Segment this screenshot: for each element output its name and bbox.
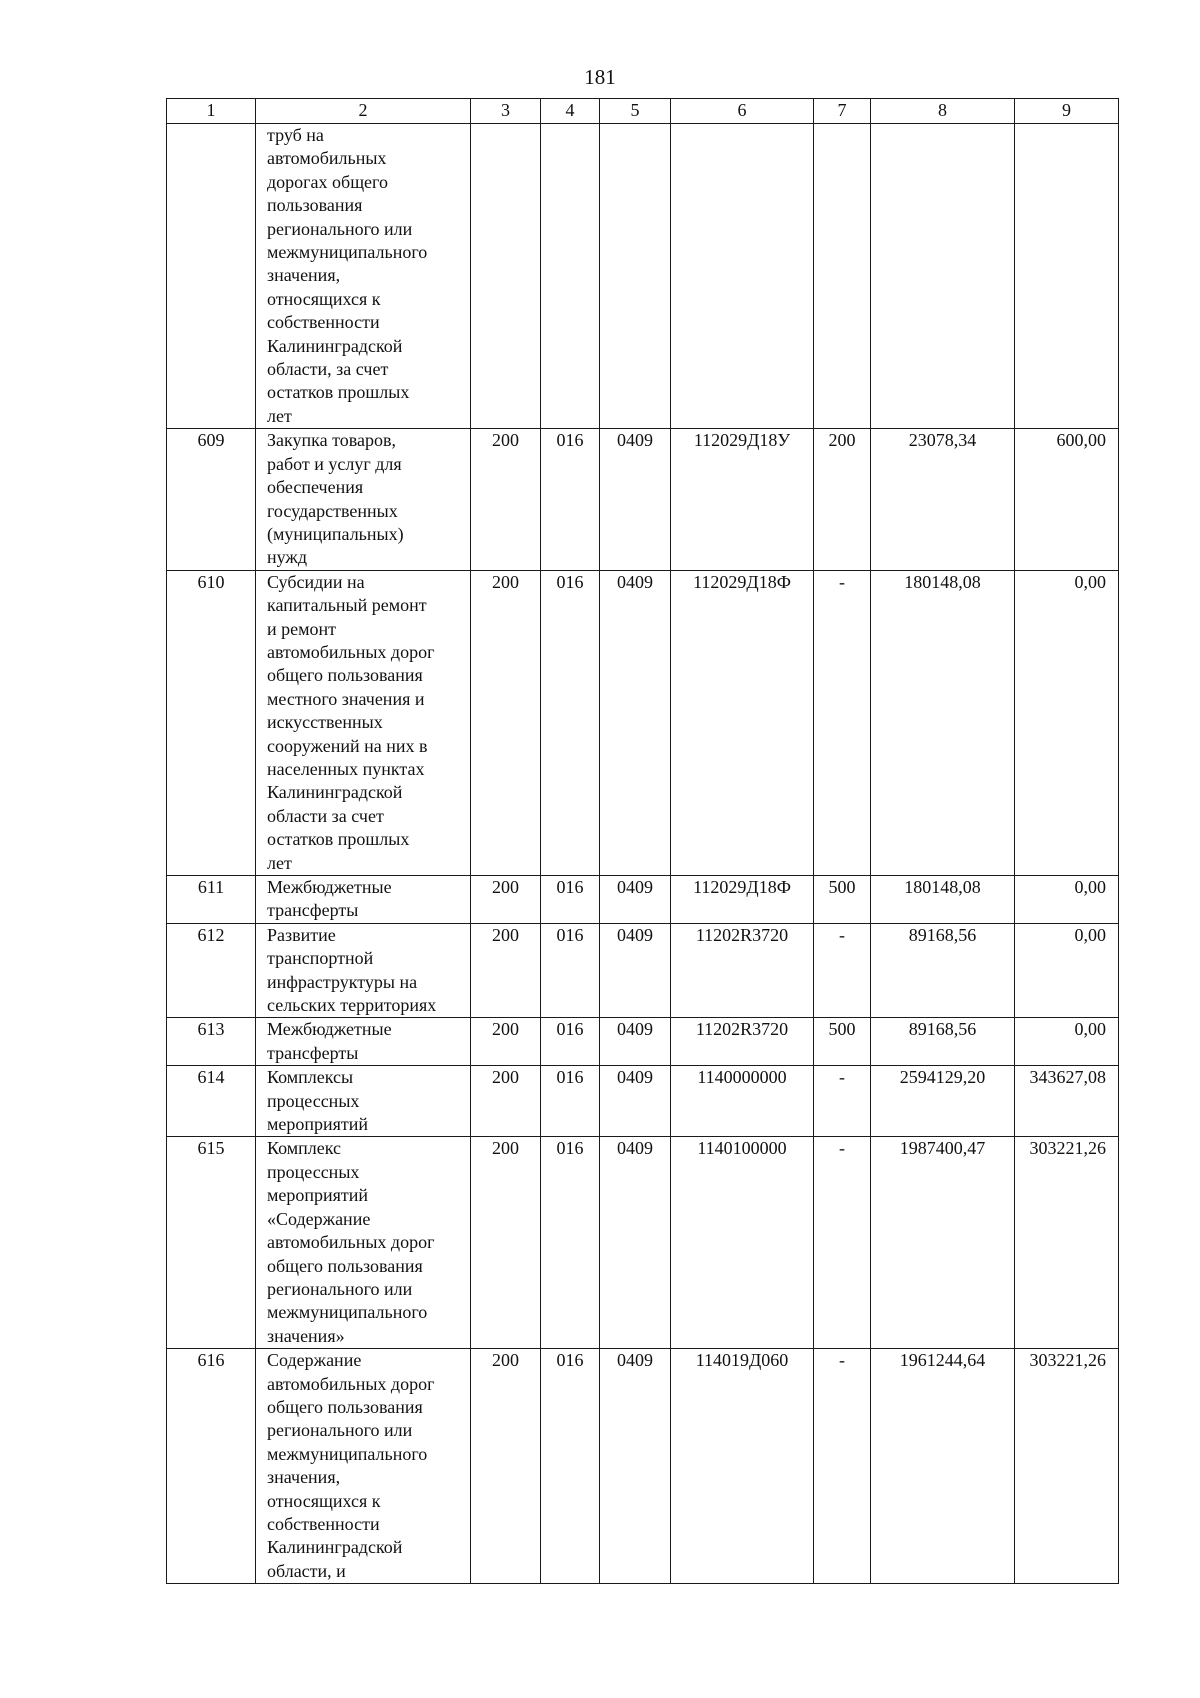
table-row <box>167 429 1119 570</box>
row-number-cell <box>167 124 256 429</box>
code-cell: 200 <box>471 1349 541 1584</box>
description-cell: Закупка товаров, работ и услуг для обеспечения государственных (муниципальных) нужд <box>256 429 471 570</box>
amount-cell: 1987400,47 <box>871 1137 1015 1349</box>
budget-table <box>166 98 1119 1584</box>
amount-cell: 89168,56 <box>871 1018 1015 1066</box>
code-cell: 200 <box>471 1137 541 1349</box>
code-cell: 0409 <box>600 1137 671 1349</box>
amount-cell: 2594129,20 <box>871 1066 1015 1137</box>
amount-cell: 343627,08 <box>1015 1066 1119 1137</box>
column-header: 1 <box>167 99 256 124</box>
description-cell: Межбюджетные трансферты <box>256 876 471 924</box>
table-body <box>167 124 1119 1584</box>
column-header: 4 <box>541 99 600 124</box>
description-cell: Комплекс процессных мероприятий «Содержание автомобильных дорог общего пользования регионального или межмуниципального значения» <box>256 1137 471 1349</box>
target-code-cell: 11202R3720 <box>671 923 814 1018</box>
page-number: 181 <box>584 65 616 89</box>
table-row <box>167 1137 1119 1349</box>
target-code-cell: 1140100000 <box>671 1137 814 1349</box>
code-cell: 200 <box>471 876 541 924</box>
table-row <box>167 1066 1119 1137</box>
column-header: 5 <box>600 99 671 124</box>
code-cell <box>471 124 541 429</box>
target-code-cell: 11202R3720 <box>671 1018 814 1066</box>
expense-type-cell: 500 <box>814 876 871 924</box>
code-cell: 0409 <box>600 1066 671 1137</box>
column-header: 7 <box>814 99 871 124</box>
row-number-cell: 613 <box>167 1018 256 1066</box>
expense-type-cell: - <box>814 1349 871 1584</box>
amount-cell: 0,00 <box>1015 876 1119 924</box>
row-number-cell: 615 <box>167 1137 256 1349</box>
column-header: 2 <box>256 99 471 124</box>
code-cell: 016 <box>541 1137 600 1349</box>
code-cell: 016 <box>541 923 600 1018</box>
description-cell: Комплексы процессных мероприятий <box>256 1066 471 1137</box>
table-row <box>167 1349 1119 1584</box>
code-cell: 016 <box>541 1066 600 1137</box>
code-cell: 016 <box>541 876 600 924</box>
amount-cell: 23078,34 <box>871 429 1015 570</box>
target-code-cell: 112029Д18Ф <box>671 570 814 875</box>
column-header: 6 <box>671 99 814 124</box>
amount-cell: 0,00 <box>1015 570 1119 875</box>
code-cell: 200 <box>471 923 541 1018</box>
table-row <box>167 876 1119 924</box>
amount-cell: 89168,56 <box>871 923 1015 1018</box>
code-cell: 016 <box>541 429 600 570</box>
code-cell: 016 <box>541 1018 600 1066</box>
code-cell: 0409 <box>600 1018 671 1066</box>
row-number-cell: 610 <box>167 570 256 875</box>
amount-cell: 0,00 <box>1015 923 1119 1018</box>
target-code-cell: 112029Д18Ф <box>671 876 814 924</box>
code-cell: 0409 <box>600 1349 671 1584</box>
expense-type-cell: - <box>814 923 871 1018</box>
amount-cell <box>1015 124 1119 429</box>
table-row <box>167 923 1119 1018</box>
amount-cell: 600,00 <box>1015 429 1119 570</box>
amount-cell: 303221,26 <box>1015 1349 1119 1584</box>
target-code-cell: 1140000000 <box>671 1066 814 1137</box>
code-cell <box>600 124 671 429</box>
target-code-cell: 112029Д18У <box>671 429 814 570</box>
table-row <box>167 1018 1119 1066</box>
code-cell: 0409 <box>600 429 671 570</box>
code-cell: 200 <box>471 429 541 570</box>
code-cell: 200 <box>471 1018 541 1066</box>
column-header: 8 <box>871 99 1015 124</box>
amount-cell: 180148,08 <box>871 876 1015 924</box>
row-number-cell: 611 <box>167 876 256 924</box>
description-cell: Содержание автомобильных дорог общего пользования регионального или межмуниципального значения, относящихся к собственности Калининградской области, и <box>256 1349 471 1584</box>
code-cell: 016 <box>541 570 600 875</box>
expense-type-cell: - <box>814 1137 871 1349</box>
expense-type-cell: - <box>814 570 871 875</box>
amount-cell: 0,00 <box>1015 1018 1119 1066</box>
expense-type-cell: 500 <box>814 1018 871 1066</box>
header-row <box>167 99 1119 124</box>
description-cell: Субсидии на капитальный ремонт и ремонт автомобильных дорог общего пользования местного значения и искусственных сооружений на них в населенных пунктах Калининградской области за счет остатков прошлых лет <box>256 570 471 875</box>
description-cell: труб на автомобильных дорогах общего пользования регионального или межмуниципального значения, относящихся к собственности Калининградской области, за счет остатков прошлых лет <box>256 124 471 429</box>
expense-type-cell: 200 <box>814 429 871 570</box>
amount-cell: 180148,08 <box>871 570 1015 875</box>
row-number-cell: 616 <box>167 1349 256 1584</box>
row-number-cell: 614 <box>167 1066 256 1137</box>
description-cell: Развитие транспортной инфраструктуры на сельских территориях <box>256 923 471 1018</box>
column-header: 9 <box>1015 99 1119 124</box>
table-row <box>167 124 1119 429</box>
target-code-cell: 114019Д060 <box>671 1349 814 1584</box>
code-cell <box>541 124 600 429</box>
expense-type-cell <box>814 124 871 429</box>
row-number-cell: 612 <box>167 923 256 1018</box>
code-cell: 200 <box>471 1066 541 1137</box>
code-cell: 0409 <box>600 923 671 1018</box>
row-number-cell: 609 <box>167 429 256 570</box>
amount-cell: 303221,26 <box>1015 1137 1119 1349</box>
expense-type-cell: - <box>814 1066 871 1137</box>
column-header: 3 <box>471 99 541 124</box>
amount-cell <box>871 124 1015 429</box>
target-code-cell <box>671 124 814 429</box>
code-cell: 200 <box>471 570 541 875</box>
code-cell: 0409 <box>600 570 671 875</box>
code-cell: 016 <box>541 1349 600 1584</box>
amount-cell: 1961244,64 <box>871 1349 1015 1584</box>
code-cell: 0409 <box>600 876 671 924</box>
table-row <box>167 570 1119 875</box>
description-cell: Межбюджетные трансферты <box>256 1018 471 1066</box>
